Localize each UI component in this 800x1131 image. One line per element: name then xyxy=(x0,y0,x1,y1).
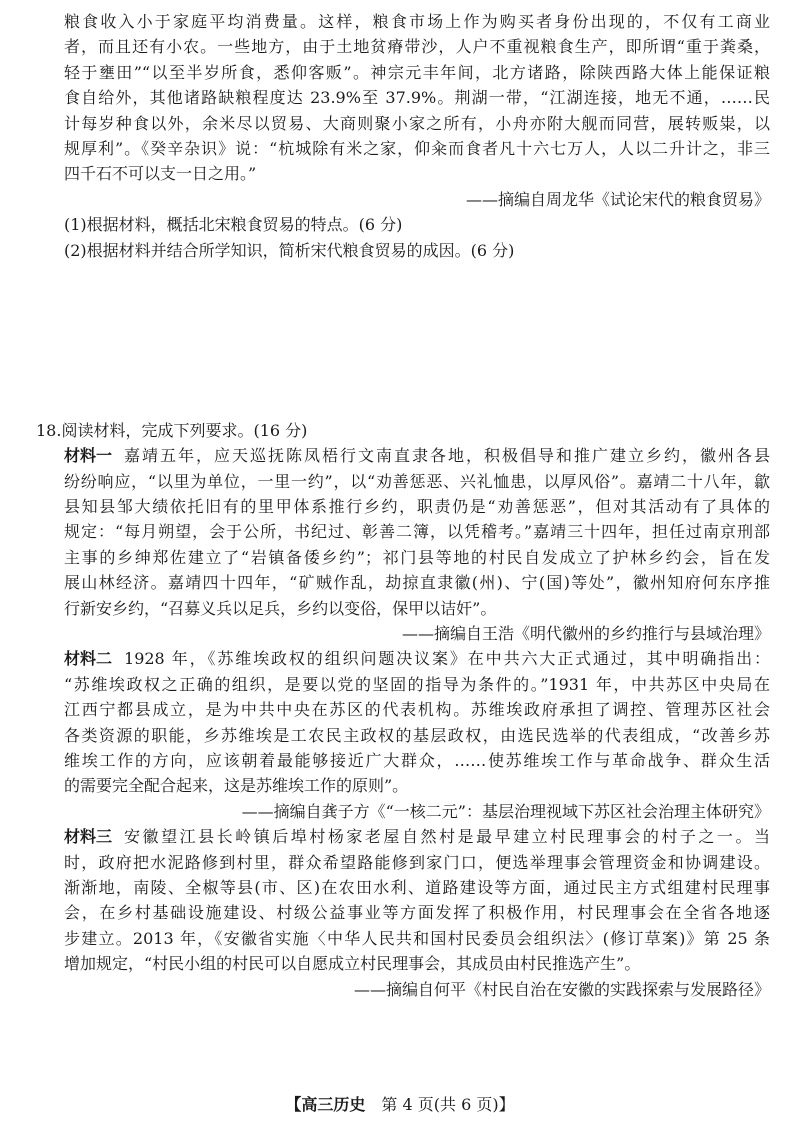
material-line: 1928 年，《苏维埃政权的组织问题决议案》在中共六大正式通过，其中明确指出： xyxy=(124,649,770,669)
material-line: 各类资源的职能，乡苏维埃是工农民主政权的基层政权，由选民选举的代表组成，“改善乡苏 xyxy=(64,725,770,745)
material-line: 展山林经济。嘉靖四十四年，“矿贼作乱，劫掠直隶徽(州)、宁(国)等处”，徽州知府何东序推 xyxy=(64,573,770,593)
material-line: 会，在乡村基础设施建设、村级公益事业等方面发挥了积极作用，村民理事会在全省各地逐 xyxy=(64,903,770,923)
material-line: 增加规定，“村民小组的村民可以自愿成立村民理事会，其成员由村民推选产生”。 xyxy=(64,954,641,974)
source-citation: ——摘编自龚子方《“一核二元”：基层治理视域下苏区社会治理主体研究》 xyxy=(241,801,770,821)
passage-line: 食自给外，其他诸路缺粮程度达 23.9%至 37.9%。荆湖一带，“江湖连接，地无不通，……民 xyxy=(64,88,770,108)
material-first-line xyxy=(64,443,770,468)
material-label: 材料二 xyxy=(64,649,113,669)
exam-page xyxy=(0,9,800,1002)
question-item: (1)根据材料，概括北宋粮食贸易的特点。(6 分) xyxy=(64,215,403,235)
material-line: 渐渐地，南陵、全椒等县(市、区)在农田水利、道路建设等方面，通过民主方式组建村民理事 xyxy=(64,877,770,897)
material-line: 时，政府把水泥路修到村里，群众希望路能修到家门口，便选举理事会管理资金和协调建设。 xyxy=(64,852,770,872)
material-label: 材料一 xyxy=(64,446,113,466)
material-line: 安徽望江县长岭镇后埠村杨家老屋自然村是最早建立村民理事会的村子之一。当 xyxy=(124,827,770,847)
question-item: (2)根据材料并结合所学知识，简析宋代粮食贸易的成因。(6 分) xyxy=(64,240,515,260)
material-line: 江西宁都县成立，是为中共中央在苏区的代表机构。苏维埃政府承担了调控、管理苏区社会 xyxy=(64,700,770,720)
passage-line: 规厚利”。《癸辛杂识》说：“杭城除有米之家，仰籴而食者凡十六七万人，人以二升计之，非三 xyxy=(64,138,770,158)
passage-line: 粮食收入小于家庭平均消费量。这样，粮食市场上作为购买者身份出现的，不仅有工商业 xyxy=(64,12,770,31)
material-line: 维埃工作的方向，应该朝着最能够接近广大群众，……使苏维埃工作与革命战争、群众生活 xyxy=(64,750,770,770)
passage-line: 四千石不可以支一日之用。” xyxy=(64,164,257,184)
footer-subject: 【高三历史 xyxy=(285,1095,366,1114)
passage-line: 轻于壅田”“以至半岁所食，悉仰客贩”。神宗元丰年间，北方诸路，除陕西路大体上能保证粮 xyxy=(64,62,770,82)
material-line: 规定：“每月朔望，会于公所，书纪过、彰善二簿，以凭稽考。”嘉靖三十四年，担任过南京刑部 xyxy=(64,522,770,542)
passage-line: 计每岁种食以外，余米尽以贸易、大商则聚小家之所有，小舟亦附大舰而同营，展转贩粜，以 xyxy=(64,113,770,133)
material-line: 的需要完全配合起来，这是苏维埃工作的原则”。 xyxy=(64,776,409,796)
passage-line: 者，而且还有小农。一些地方，由于土地贫瘠带沙，人户不重视粮食生产，即所谓“重于粪桑， xyxy=(64,37,770,57)
material-line: 主事的乡绅郑佐建立了“岩镇备倭乡约”；祁门县等地的村民自发成立了护林乡约会，旨在发 xyxy=(64,547,770,567)
page-footer xyxy=(0,1092,800,1118)
material-line: 县知县邹大绩依托旧有的里甲体系推行乡约，职责仍是“劝善惩恶”，但对其活动有了具体的 xyxy=(64,497,770,517)
material-line: 步建立。2013 年，《安徽省实施〈中华人民共和国村民委员会组织法〉(修订草案)》第 25 条 xyxy=(64,928,770,948)
footer-page-number: 第 4 页(共 6 页)】 xyxy=(381,1095,515,1114)
material-label: 材料三 xyxy=(64,827,113,847)
material-first-line xyxy=(64,646,770,671)
material-first-line xyxy=(64,824,770,849)
question-heading: 18.阅读材料，完成下列要求。(16 分) xyxy=(36,420,308,440)
source-citation: ——摘编自何平《村民自治在安徽的实践探索与发展路径》 xyxy=(353,979,770,999)
source-citation: ——摘编自王浩《明代徽州的乡约推行与县域治理》 xyxy=(401,624,770,644)
material-line: “苏维埃政权之正确的组织，是要以党的坚固的指导为条件的。”1931 年，中共苏区中央局在 xyxy=(64,674,770,694)
source-citation: ——摘编自周龙华《试论宋代的粮食贸易》 xyxy=(465,189,770,209)
material-line: 纷纷响应，“以里为单位，一里一约”，以“劝善惩恶、兴礼恤患，以厚风俗”。嘉靖二十八年，歙 xyxy=(64,471,770,491)
material-line: 嘉靖五年，应天巡抚陈凤梧行文南直隶各地，积极倡导和推广建立乡约，徽州各县 xyxy=(124,446,770,466)
section-gap xyxy=(0,263,800,418)
material-line: 行新安乡约，“召募义兵以足兵，乡约以变俗，保甲以诘奸”。 xyxy=(64,598,497,618)
